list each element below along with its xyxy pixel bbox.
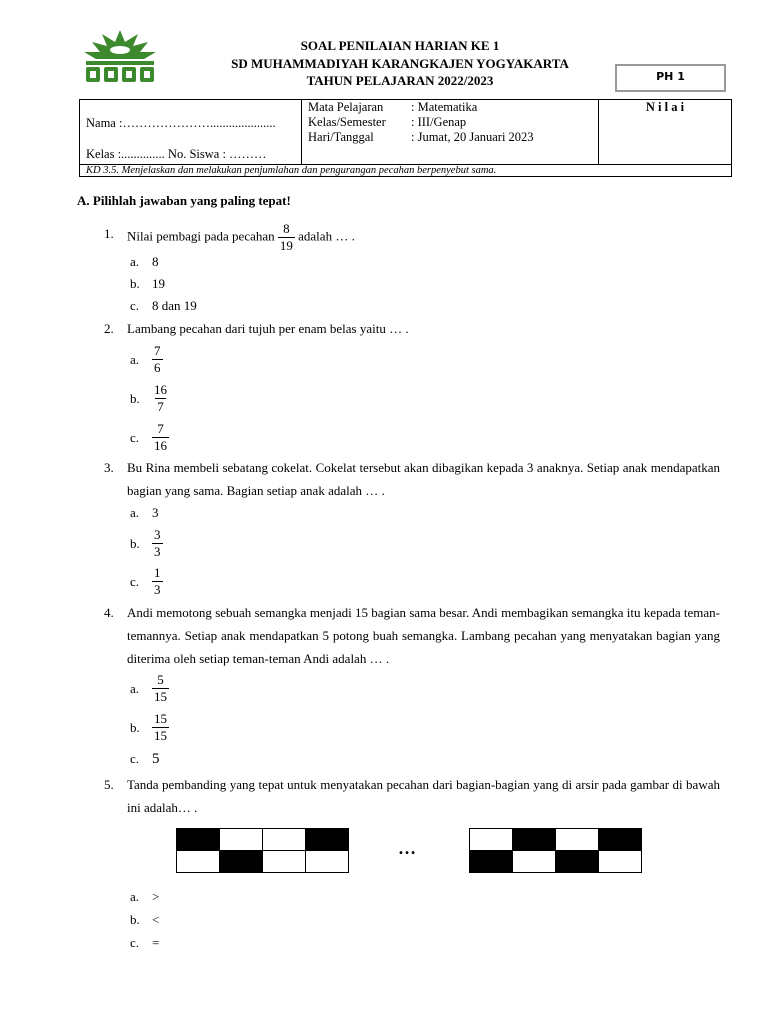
section-title: A. Pilihlah jawaban yang paling tepat! (77, 193, 291, 208)
nama-field: Nama :…………………..................... (86, 116, 276, 130)
option-letter: a. (130, 351, 140, 367)
option-letter: c. (130, 751, 140, 766)
option-fraction (152, 344, 163, 375)
option-letter: b. (130, 912, 140, 927)
shaded-grid-right (469, 828, 642, 873)
option-letter: c. (130, 573, 140, 589)
shaded-grid-left (176, 828, 349, 873)
empty-cell (513, 851, 556, 873)
question-fraction (278, 222, 295, 253)
fraction-denominator: 3 (154, 582, 161, 597)
mapel-label: Mata Pelajaran (308, 100, 384, 114)
option-text: 8 (152, 254, 159, 269)
comparison-blank: … (398, 838, 416, 858)
fraction-numerator: 7 (157, 421, 164, 436)
question-2 (104, 317, 720, 340)
fraction-denominator: 3 (154, 544, 161, 559)
option-letter: c. (130, 935, 140, 950)
fraction-denominator: 15 (154, 689, 167, 704)
option-letter: a. (130, 254, 140, 269)
option-fraction (152, 383, 169, 414)
option-letter: a. (130, 680, 140, 696)
fraction-numerator: 1 (154, 565, 161, 580)
empty-cell (177, 851, 220, 873)
fraction-denominator: 19 (279, 238, 293, 253)
option-text: < (152, 912, 160, 927)
question-4 (104, 601, 720, 670)
fraction-numerator: 16 (154, 382, 167, 397)
fraction-denominator: 16 (154, 438, 167, 453)
option-letter: c. (130, 429, 140, 445)
empty-cell (306, 851, 349, 873)
nilai-label: N i l a i (645, 100, 685, 114)
option-text: 8 dan 19 (152, 298, 197, 313)
shaded-cell (599, 829, 642, 851)
option-text: 3 (152, 505, 159, 520)
question-text: Andi memotong sebuah semangka menjadi 15 bagian sama besar. Andi membagikan semangka itu kepada teman-temannya. Setiap anak mendapatkan 5 potong buah semangka. Lambang pecahan yang menyatakan bagian yang diterima oleh setiap teman-teman Andi adalah … . (127, 605, 720, 666)
kelas-semester-value: : III/Genap (411, 115, 467, 129)
kelas-field: Kelas :.............. No. Siswa : ……… (86, 147, 267, 161)
q4-option-a[interactable] (130, 673, 169, 704)
shaded-cell (513, 829, 556, 851)
option-text: 5 (152, 751, 160, 767)
q4-option-c[interactable] (130, 751, 160, 768)
option-fraction (152, 422, 169, 453)
empty-cell (556, 829, 599, 851)
q4-option-b[interactable] (130, 712, 169, 743)
shaded-cell (220, 851, 263, 873)
empty-cell (220, 829, 263, 851)
q3-option-c[interactable] (130, 566, 163, 597)
fraction-numerator: 7 (154, 343, 161, 358)
question-1 (104, 222, 720, 253)
empty-cell (470, 829, 513, 851)
shaded-cell (177, 829, 220, 851)
question-number: 4. (104, 605, 114, 620)
option-letter: a. (130, 505, 140, 520)
option-text: > (152, 889, 160, 904)
subject-info-cell (302, 100, 599, 165)
option-fraction (152, 528, 163, 559)
question-5 (104, 773, 720, 819)
question-3 (104, 456, 720, 502)
q2-option-a[interactable] (130, 344, 163, 375)
student-info-table (79, 99, 732, 177)
shaded-cell (306, 829, 349, 851)
option-letter: b. (130, 535, 140, 551)
nilai-cell (599, 100, 732, 165)
hari-tanggal-value: : Jumat, 20 Januari 2023 (411, 130, 534, 144)
q5-option-c[interactable] (130, 935, 159, 951)
option-text: 19 (152, 276, 165, 291)
kelas-semester-label: Kelas/Semester (308, 115, 386, 129)
question-text: Nilai pembagi pada pecahan (127, 228, 275, 244)
question-text: Tanda pembanding yang tepat untuk menyatakan pecahan dari bagian-bagian yang di arsir pada gambar di bawah ini adalah… . (127, 777, 720, 815)
question-number: 5. (104, 777, 114, 792)
fraction-numerator: 15 (154, 711, 167, 726)
q3-option-a[interactable] (130, 505, 159, 521)
option-letter: b. (130, 390, 140, 406)
q2-option-c[interactable] (130, 422, 169, 453)
kd-row: KD 3.5. Menjelaskan dan melakukan penjumlahan dan pengurangan pecahan berpenyebut sama. (80, 165, 732, 177)
q1-option-a[interactable] (130, 254, 159, 270)
option-fraction (152, 712, 169, 743)
shaded-cell (556, 851, 599, 873)
option-text: = (152, 935, 160, 950)
school-logo-icon (78, 28, 162, 84)
question-number: 2. (104, 321, 114, 336)
title-line-1: SOAL PENILAIAN HARIAN KE 1 (300, 38, 500, 53)
hari-tanggal-label: Hari/Tanggal (308, 130, 374, 144)
student-identity-cell (80, 100, 302, 165)
option-letter: a. (130, 889, 140, 904)
fraction-denominator: 6 (154, 360, 161, 375)
ph-label-box: PH 1 (615, 64, 726, 92)
fraction-denominator: 15 (154, 728, 167, 743)
fraction-numerator: 5 (157, 672, 164, 687)
fraction-denominator: 7 (157, 399, 164, 414)
shaded-cell (470, 851, 513, 873)
q3-option-b[interactable] (130, 528, 163, 559)
fraction-numerator: 3 (154, 527, 161, 542)
empty-cell (263, 829, 306, 851)
q2-option-b[interactable] (130, 383, 169, 414)
mapel-value: : Matematika (411, 100, 478, 114)
q1-option-c[interactable] (130, 298, 197, 314)
option-fraction (152, 566, 163, 597)
question-number: 3. (104, 460, 114, 475)
q5-option-a[interactable] (130, 889, 159, 905)
question-text: Lambang pecahan dari tujuh per enam belas yaitu … . (127, 321, 409, 336)
empty-cell (599, 851, 642, 873)
q1-option-b[interactable] (130, 276, 165, 292)
title-line-2: SD MUHAMMADIYAH KARANGKAJEN YOGYAKARTA (231, 56, 569, 71)
option-fraction (152, 673, 169, 704)
fraction-numerator: 8 (283, 221, 290, 236)
question-text: Bu Rina membeli sebatang cokelat. Cokelat tersebut akan dibagikan kepada 3 anaknya. Setiap anak mendapatkan bagian yang sama. Bagian setiap anak adalah … . (127, 460, 720, 498)
option-letter: b. (130, 719, 140, 735)
empty-cell (263, 851, 306, 873)
question-text-end: adalah … . (298, 228, 355, 244)
option-letter: c. (130, 298, 140, 313)
q5-option-b[interactable] (130, 912, 159, 928)
question-number: 1. (104, 226, 114, 241)
title-line-3: TAHUN PELAJARAN 2022/2023 (306, 73, 494, 88)
option-letter: b. (130, 276, 140, 291)
